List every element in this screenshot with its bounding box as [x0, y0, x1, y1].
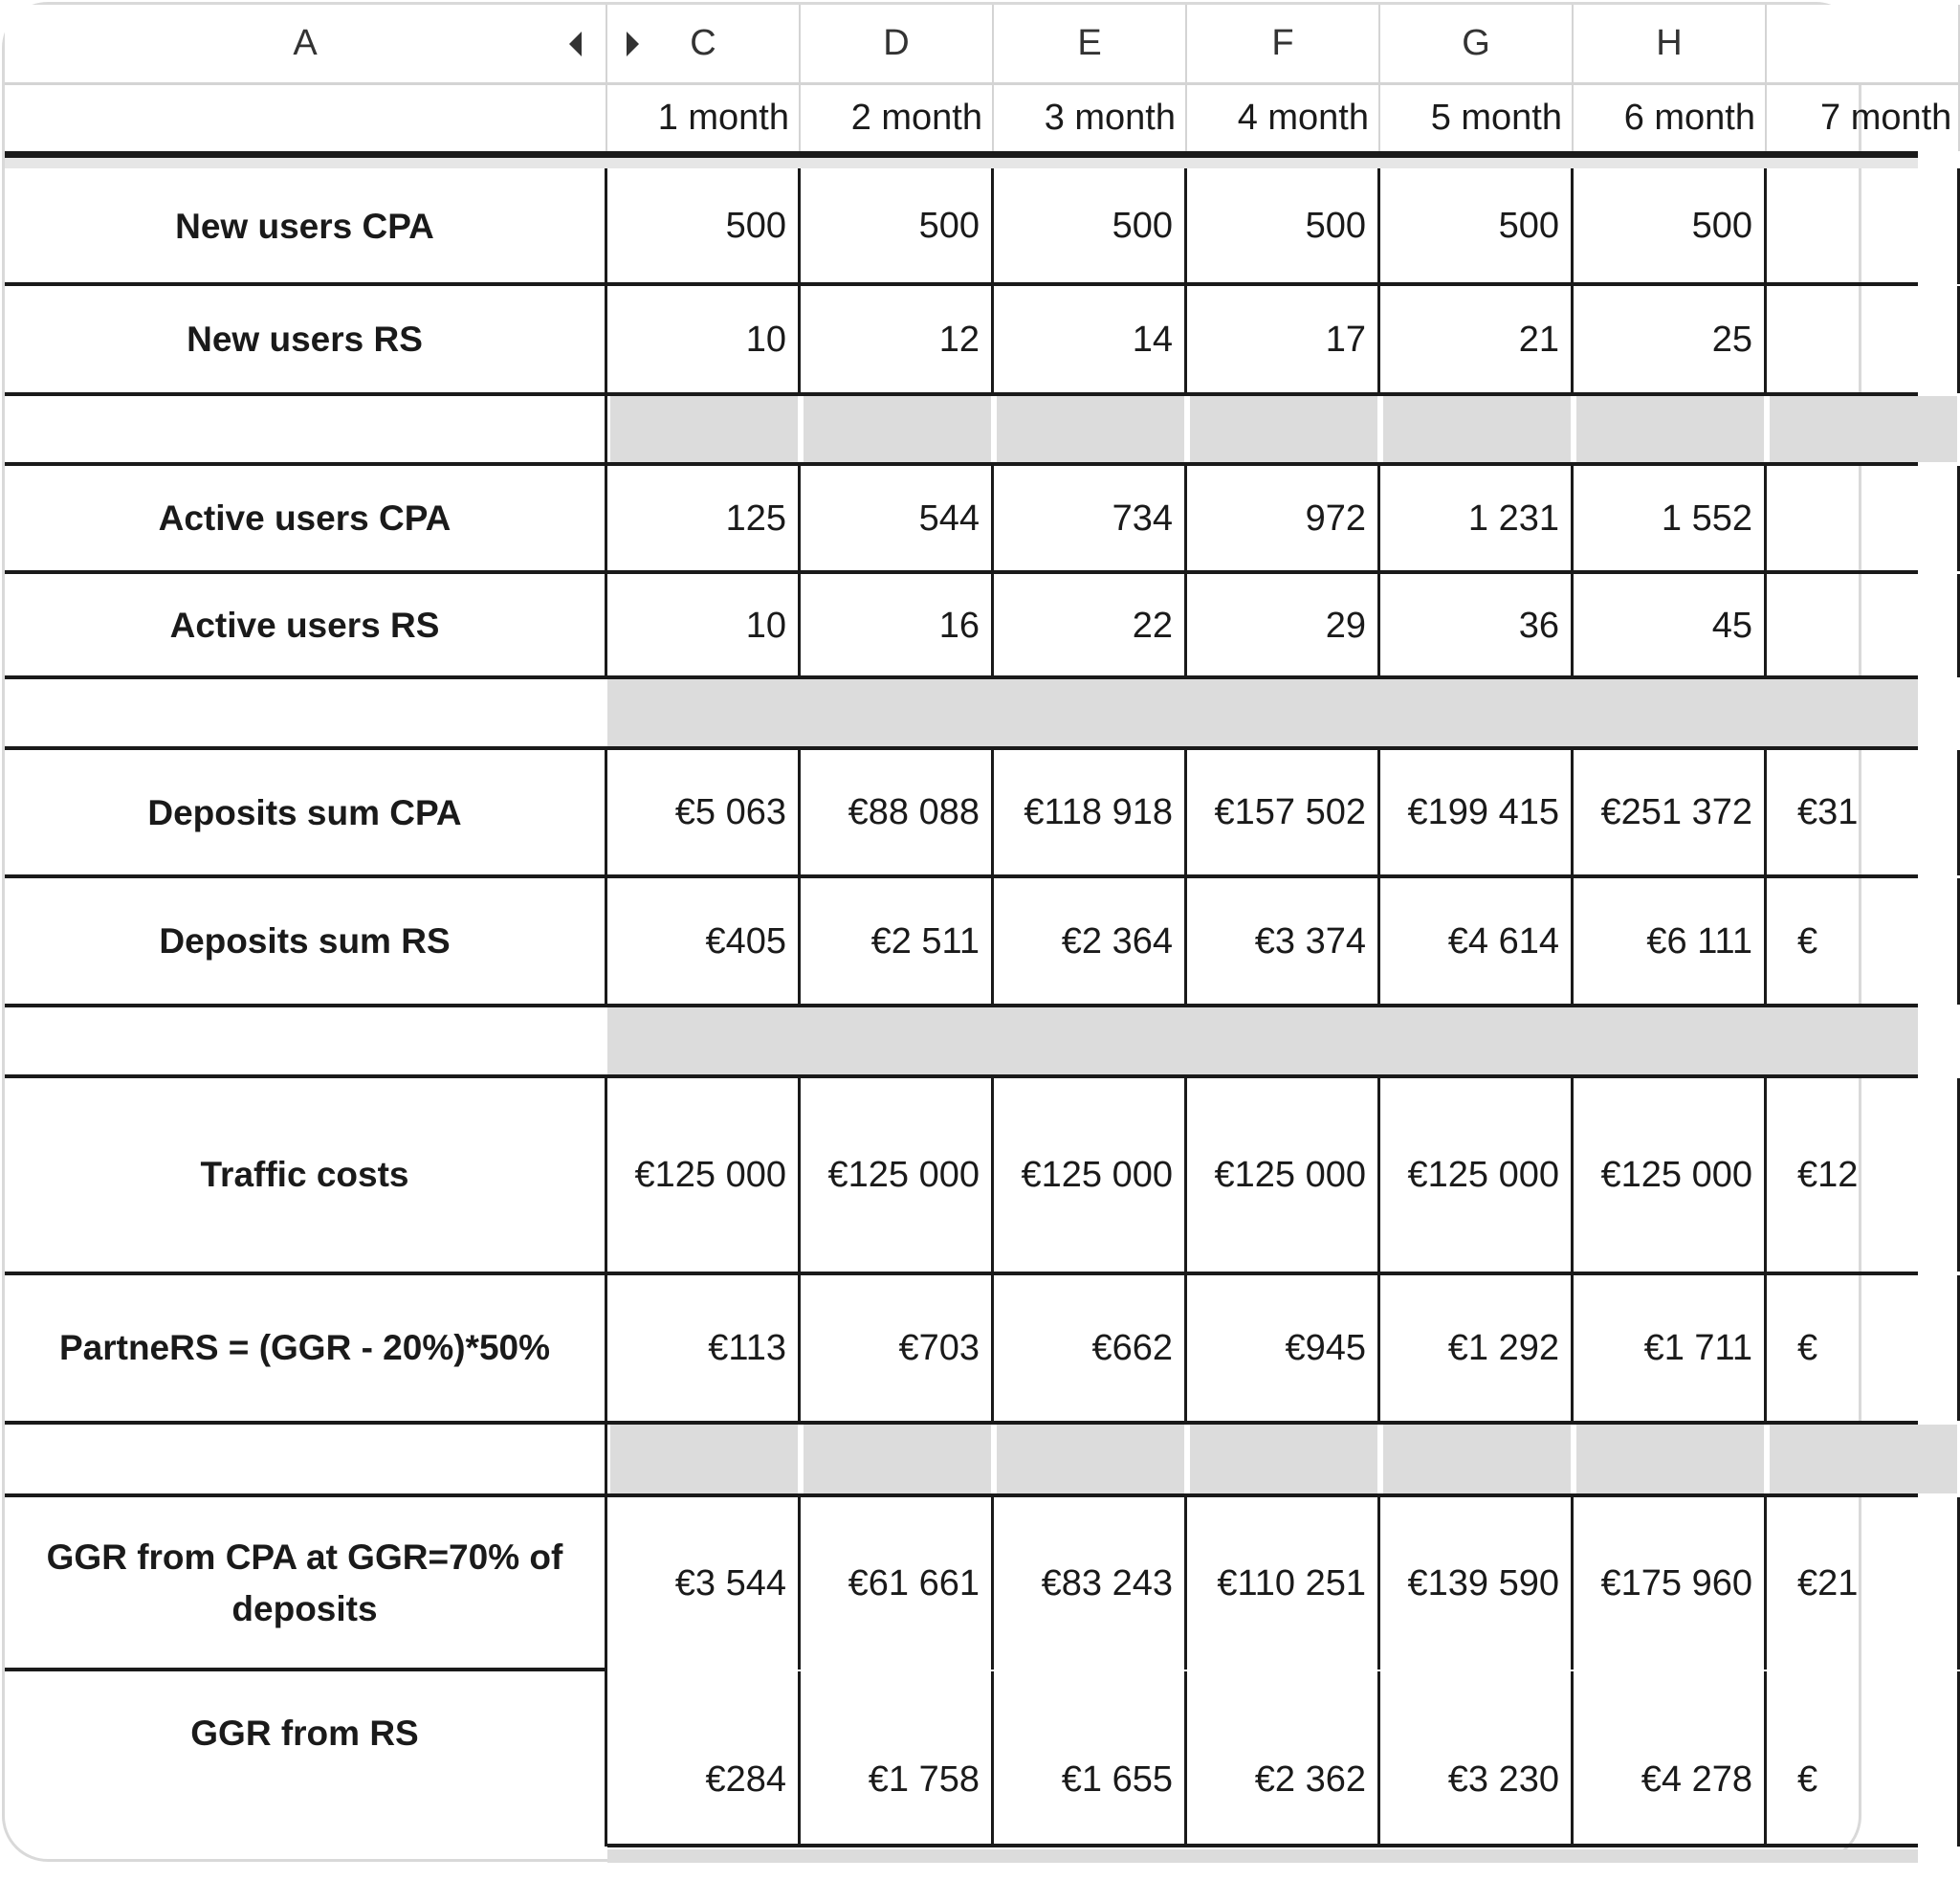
spacer-cell[interactable]	[607, 679, 1918, 746]
table-cell[interactable]: €6 111	[1574, 878, 1767, 1005]
table-cell[interactable]: €1 711	[1574, 1275, 1767, 1421]
table-cell[interactable]	[1767, 286, 1960, 393]
row-label[interactable]: Deposits sum RS	[5, 878, 607, 1005]
month-header-6[interactable]: 6 month	[1574, 85, 1767, 151]
table-cell[interactable]: 125	[607, 466, 801, 571]
column-header-f[interactable]	[1187, 5, 1380, 85]
spacer-cell[interactable]	[1190, 1425, 1380, 1493]
spacer-cell[interactable]	[5, 396, 607, 462]
table-cell[interactable]: €139 590	[1380, 1497, 1574, 1670]
spacer-cell[interactable]	[610, 1425, 801, 1493]
column-letter: D	[883, 23, 910, 63]
spacer-cell[interactable]	[1576, 396, 1767, 462]
spacer-cell[interactable]	[997, 1425, 1187, 1493]
table-cell[interactable]: 10	[607, 286, 801, 393]
table-cell[interactable]: 14	[994, 286, 1187, 393]
table-cell[interactable]: 45	[1574, 574, 1767, 677]
spacer-row	[5, 1425, 1918, 1493]
table-cell[interactable]: 1 552	[1574, 466, 1767, 571]
spacer-cell[interactable]	[1576, 1425, 1767, 1493]
month-header-4[interactable]: 4 month	[1187, 85, 1380, 151]
table-cell[interactable]: €405	[607, 878, 801, 1005]
row-label[interactable]: New users CPA	[5, 168, 607, 284]
spacer-cell[interactable]	[607, 1007, 1918, 1074]
table-cell[interactable]: €118 918	[994, 750, 1187, 875]
table-row	[5, 1078, 1918, 1272]
table-cell[interactable]: €199 415	[1380, 750, 1574, 875]
table-cell[interactable]: €	[1767, 1671, 1960, 1847]
column-letter: C	[690, 23, 716, 63]
spacer-cell[interactable]	[1770, 396, 1960, 462]
table-row	[5, 1275, 1918, 1421]
column-letter: H	[1656, 23, 1683, 63]
table-cell[interactable]: €284	[607, 1671, 801, 1847]
table-cell[interactable]: €2 511	[801, 878, 994, 1005]
table-cell[interactable]: €125 000	[1187, 1078, 1380, 1272]
column-header-i[interactable]	[1767, 5, 1960, 85]
table-cell[interactable]: €12	[1767, 1078, 1960, 1272]
table-cell[interactable]: 1 231	[1380, 466, 1574, 571]
column-header-a[interactable]	[5, 5, 607, 85]
table-cell[interactable]: €3 230	[1380, 1671, 1574, 1847]
table-cell[interactable]: €31	[1767, 750, 1960, 875]
table-cell[interactable]: 12	[801, 286, 994, 393]
table-cell[interactable]: €113	[607, 1275, 801, 1421]
row-label[interactable]: Deposits sum CPA	[5, 750, 607, 875]
table-cell[interactable]: €61 661	[801, 1497, 994, 1670]
spacer-cell[interactable]	[804, 396, 994, 462]
table-cell[interactable]: 972	[1187, 466, 1380, 571]
row-label[interactable]: GGR from CPA at GGR=70% of deposits	[5, 1497, 607, 1670]
table-cell[interactable]: 734	[994, 466, 1187, 571]
month-header-empty[interactable]	[5, 85, 607, 151]
spacer-cell[interactable]	[1770, 1425, 1960, 1493]
table-cell[interactable]: €251 372	[1574, 750, 1767, 875]
table-cell[interactable]: €157 502	[1187, 750, 1380, 875]
table-cell[interactable]: 36	[1380, 574, 1574, 677]
table-cell[interactable]	[1767, 574, 1960, 677]
table-cell[interactable]: 500	[607, 168, 801, 284]
row-divider	[607, 1844, 1918, 1847]
table-cell[interactable]: €3 374	[1187, 878, 1380, 1005]
table-cell[interactable]: €21	[1767, 1497, 1960, 1670]
table-cell[interactable]: €4 614	[1380, 878, 1574, 1005]
row-label[interactable]: New users RS	[5, 286, 607, 393]
spacer-row	[5, 1007, 1918, 1074]
table-cell[interactable]: 29	[1187, 574, 1380, 677]
next-row-strip	[607, 1849, 1918, 1863]
table-cell[interactable]: 500	[1380, 168, 1574, 284]
hidden-column-right-arrow-icon[interactable]	[627, 32, 639, 56]
column-letter: E	[1077, 23, 1102, 63]
table-row	[5, 286, 1918, 393]
spacer-cell[interactable]	[1190, 396, 1380, 462]
spacer-cell[interactable]	[1383, 396, 1574, 462]
table-cell[interactable]: 544	[801, 466, 994, 571]
table-cell[interactable]: 17	[1187, 286, 1380, 393]
table-cell[interactable]: €125 000	[607, 1078, 801, 1272]
table-cell[interactable]: 500	[994, 168, 1187, 284]
column-header-g[interactable]	[1380, 5, 1574, 85]
table-row	[5, 750, 1918, 875]
table-row	[5, 466, 1918, 571]
table-cell[interactable]: 500	[1187, 168, 1380, 284]
table-cell[interactable]: €1 758	[801, 1671, 994, 1847]
spacer-cell[interactable]	[610, 396, 801, 462]
table-cell[interactable]: €125 000	[994, 1078, 1187, 1272]
table-cell[interactable]: €125 000	[1380, 1078, 1574, 1272]
table-row	[5, 168, 1918, 284]
row-label[interactable]: Active users CPA	[5, 466, 607, 571]
spreadsheet-window	[2, 2, 1952, 1862]
row-label[interactable]: Active users RS	[5, 574, 607, 677]
table-cell[interactable]: €	[1767, 1275, 1960, 1421]
table-cell[interactable]: €1 655	[994, 1671, 1187, 1847]
table-cell[interactable]	[1767, 168, 1960, 284]
table-cell[interactable]: 25	[1574, 286, 1767, 393]
month-header-5[interactable]: 5 month	[1380, 85, 1574, 151]
column-letter: F	[1271, 23, 1294, 63]
table-cell[interactable]: 500	[1574, 168, 1767, 284]
spacer-cell[interactable]	[5, 1007, 607, 1074]
frozen-gap	[5, 158, 1918, 168]
month-header-1[interactable]: 1 month	[607, 85, 801, 151]
table-cell[interactable]: €1 292	[1380, 1275, 1574, 1421]
column-header-d[interactable]	[801, 5, 994, 85]
spreadsheet-grid	[5, 5, 1952, 1880]
spacer-cell[interactable]	[997, 396, 1187, 462]
table-row	[5, 878, 1918, 1005]
table-cell[interactable]: €662	[994, 1275, 1187, 1421]
table-cell[interactable]: €4 278	[1574, 1671, 1767, 1847]
spacer-cell[interactable]	[1383, 1425, 1574, 1493]
table-cell[interactable]: €703	[801, 1275, 994, 1421]
month-header-3[interactable]: 3 month	[994, 85, 1187, 151]
table-cell[interactable]: €175 960	[1574, 1497, 1767, 1670]
table-cell[interactable]: €88 088	[801, 750, 994, 875]
table-cell[interactable]: 500	[801, 168, 994, 284]
column-letter: G	[1462, 23, 1490, 63]
table-cell[interactable]: €	[1767, 878, 1960, 1005]
table-cell[interactable]: 21	[1380, 286, 1574, 393]
table-cell[interactable]: €945	[1187, 1275, 1380, 1421]
hidden-column-left-arrow-icon[interactable]	[569, 32, 582, 56]
column-header-e[interactable]	[994, 5, 1187, 85]
table-cell[interactable]	[1767, 466, 1960, 571]
table-cell[interactable]: €2 364	[994, 878, 1187, 1005]
spacer-cell[interactable]	[804, 1425, 994, 1493]
row-label[interactable]: GGR from RS	[5, 1671, 607, 1847]
spacer-cell[interactable]	[5, 1425, 607, 1493]
table-cell[interactable]: €5 063	[607, 750, 801, 875]
table-cell[interactable]: €125 000	[1574, 1078, 1767, 1272]
spacer-cell[interactable]	[5, 679, 607, 746]
table-cell[interactable]: €2 362	[1187, 1671, 1380, 1847]
row-label[interactable]: Traffic costs	[5, 1078, 607, 1272]
row-label[interactable]: PartneRS = (GGR - 20%)*50%	[5, 1275, 607, 1421]
table-cell[interactable]: 16	[801, 574, 994, 677]
table-cell[interactable]: €3 544	[607, 1497, 801, 1670]
table-cell[interactable]: €125 000	[801, 1078, 994, 1272]
month-header-7[interactable]: 7 month	[1767, 85, 1960, 151]
table-row	[5, 1671, 1918, 1847]
month-header-2[interactable]: 2 month	[801, 85, 994, 151]
frozen-row-divider	[5, 151, 1918, 158]
spacer-row	[5, 396, 1918, 462]
column-header-h[interactable]	[1574, 5, 1767, 85]
table-row	[5, 1497, 1918, 1670]
table-cell[interactable]: 10	[607, 574, 801, 677]
table-cell[interactable]: €83 243	[994, 1497, 1187, 1670]
table-cell[interactable]: €110 251	[1187, 1497, 1380, 1670]
column-letter: A	[293, 23, 318, 63]
spacer-row	[5, 679, 1918, 746]
table-cell[interactable]: 22	[994, 574, 1187, 677]
table-row	[5, 574, 1918, 677]
